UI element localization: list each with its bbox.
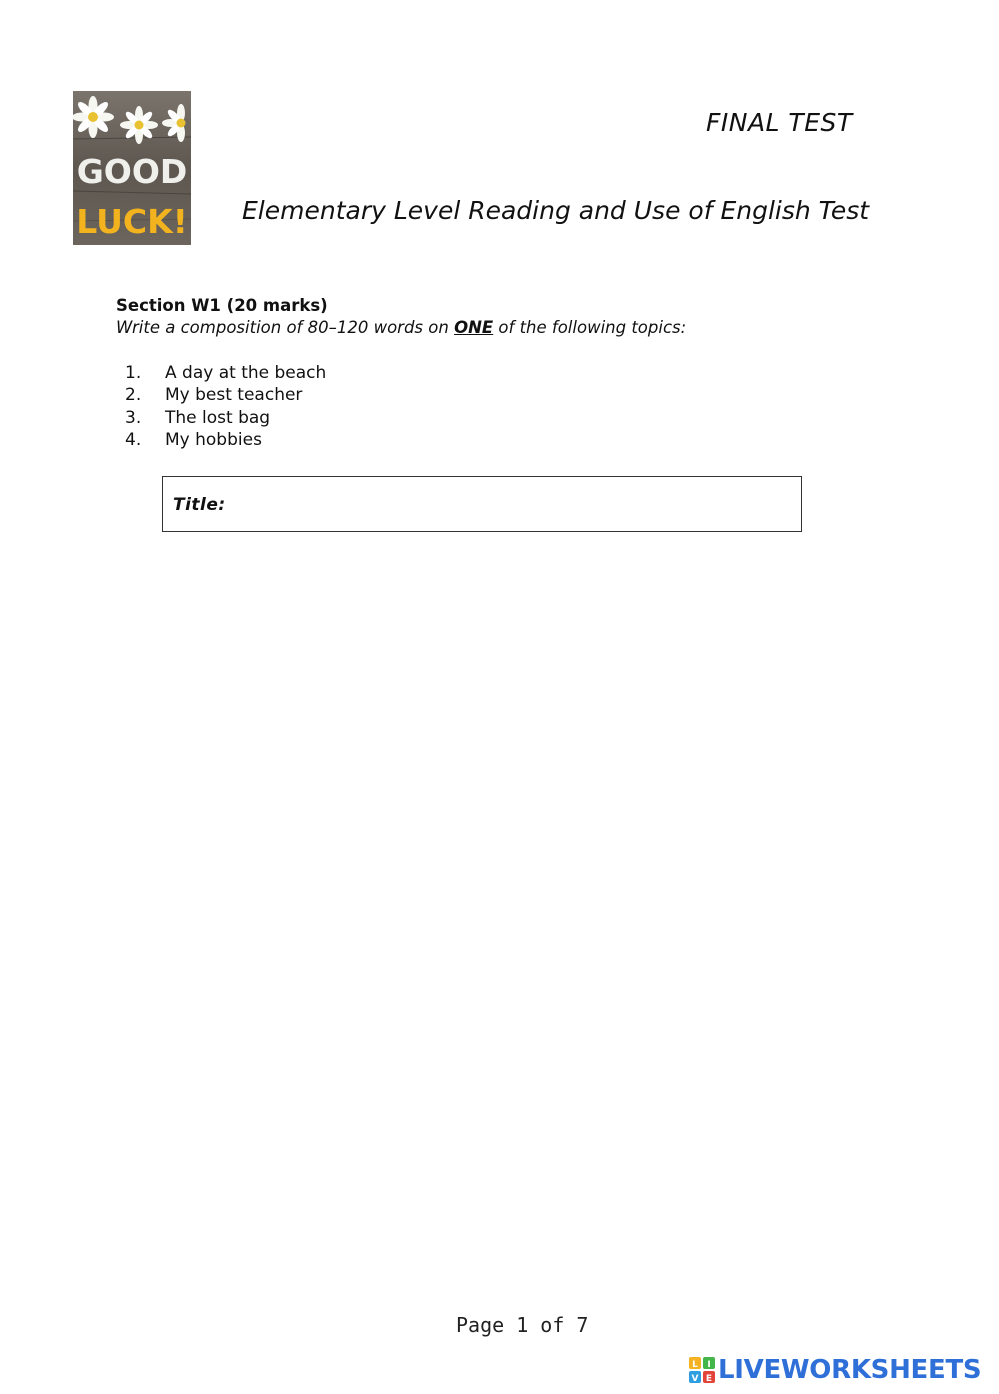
- liveworksheets-logo-icon: [689, 1357, 715, 1383]
- instructions-before: Write a composition of 80–120 words on: [116, 318, 455, 337]
- list-item: [116, 429, 326, 451]
- instructions: [116, 318, 686, 337]
- title-input-box[interactable]: [162, 476, 802, 532]
- test-title: Elementary Level Reading and Use of English Test: [242, 196, 870, 225]
- topic-text: My hobbies: [165, 430, 262, 451]
- good-luck-image: [73, 91, 191, 245]
- instructions-after: of the following topics:: [493, 318, 687, 337]
- final-test-label: FINAL TEST: [706, 108, 853, 137]
- instructions-emphasis: ONE: [454, 318, 494, 337]
- topic-number: 4.: [125, 430, 142, 451]
- list-item: [116, 384, 326, 406]
- liveworksheets-logo[interactable]: [689, 1355, 981, 1385]
- svg-text:I: I: [707, 1360, 711, 1370]
- svg-text:V: V: [691, 1374, 699, 1383]
- topic-number: 1.: [125, 363, 142, 383]
- section-heading: Section W1 (20 marks): [116, 296, 328, 315]
- luck-text: LUCK!: [76, 202, 188, 241]
- good-luck-illustration: [73, 91, 191, 245]
- topic-text: A day at the beach: [165, 363, 327, 383]
- topic-number: 2.: [125, 385, 142, 406]
- topic-list: [116, 362, 326, 452]
- list-item: [116, 362, 326, 384]
- title-label: Title:: [173, 495, 226, 515]
- topic-text: My best teacher: [165, 385, 303, 406]
- topic-text: The lost bag: [165, 407, 271, 428]
- svg-text:L: L: [692, 1360, 698, 1370]
- list-item: [116, 407, 326, 429]
- svg-text:E: E: [705, 1374, 713, 1383]
- liveworksheets-logo-text: LIVEWORKSHEETS: [718, 1355, 982, 1385]
- good-text: GOOD: [76, 152, 188, 191]
- page-number: Page 1 of 7: [456, 1313, 589, 1337]
- topic-number: 3.: [125, 407, 142, 428]
